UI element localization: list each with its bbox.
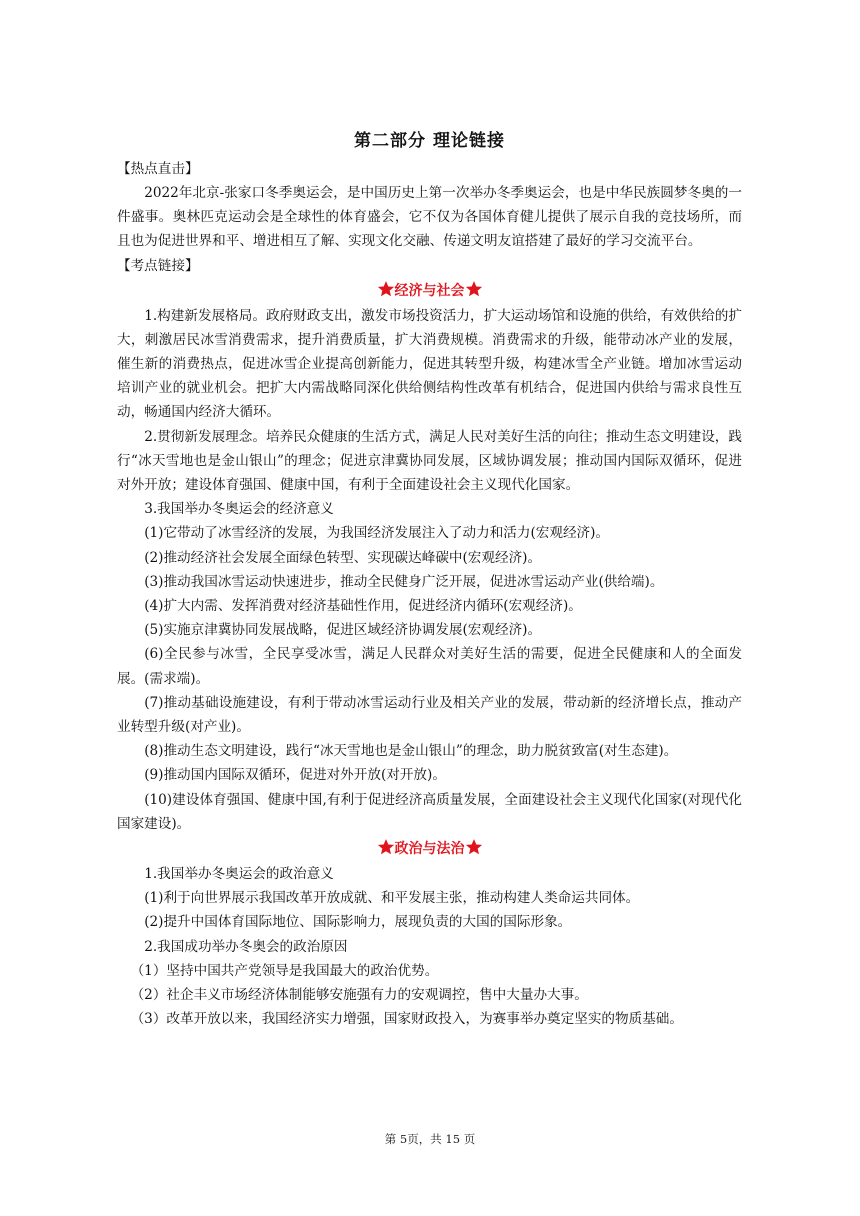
link-label: 【考点链接】	[117, 257, 199, 274]
politics-heading-1: 1.我国举办冬奥运会的政治意义	[144, 866, 334, 883]
politics-item: (1)利于向世界展示我国改革开放成就、和平发展主张，推动构建人类命运共同体。	[144, 890, 640, 907]
page-content	[117, 126, 742, 1032]
politics-item: (2)提升中国体育国际地位、国际影响力，展现负责的大国的国际形象。	[144, 914, 572, 931]
star-icon	[377, 838, 395, 856]
star-icon	[465, 838, 483, 856]
econ-paragraph-1: 1.构建新发展格局。政府财政支出，激发市场投资活力，扩大运动场馆和设施的供给，有效供给的扩大，刺激居民冰雪消费需求，提升消费质量，扩大消费规模。消费需求的升级，能带动冰产业的发展，催生新的消费热点，促进冰雪企业提高创新能力，促进其转型升级，构建冰雪全产业链。增加冰雪运动培训产业的就业机会。把扩大内需战略同深化供给侧结构性改革有机结合，促进国内供给与需求良性互动，畅通国内经济大循环。	[117, 307, 742, 421]
econ-item: (7)推动基础设施建设，有利于带动冰雪运动行业及相关产业的发展，带动新的经济增长点，推动产业转型升级(对产业)。	[117, 694, 742, 736]
econ-item: (3)推动我国冰雪运动快速进步，推动全民健身广泛开展，促进冰雪运动产业(供给端)。	[144, 573, 664, 590]
politics-reason: （1）坚持中国共产党领导是我国最大的政治优势。	[130, 962, 439, 979]
politics-heading-2: 2.我国成功举办冬奥会的政治原因	[144, 938, 348, 955]
hot-paragraph: 2022年北京-张家口冬季奥运会，是中国历史上第一次举办冬季奥运会，也是中华民族圆梦冬奥的一件盛事。奥林匹克运动会是全球性的体育盛会，它不仅为各国体育健儿提供了展示自我的竞技场所，而且也为促进世界和平、增进相互了解、实现文化交融、传递文明友谊搭建了最好的学习交流平台。	[117, 185, 742, 250]
politics-banner	[117, 836, 742, 862]
econ-item: (9)推动国内国际双循环，促进对外开放(对开放)。	[144, 767, 446, 784]
econ-item: (6)全民参与冰雪，全民享受冰雪，满足人民群众对美好生活的需要，促进全民健康和人的全面发展。(需求端)。	[117, 646, 742, 687]
econ-item: (1)它带动了冰雪经济的发展，为我国经济发展注入了动力和活力(宏观经济)。	[144, 525, 610, 542]
econ-item: (2)推动经济社会发展全面绿色转型、实现碳达峰碳中(宏观经济)。	[144, 549, 542, 566]
politics-reason: （3）改革开放以来，我国经济实力增强，国家财政投入，为赛事举办奠定坚实的物质基础。	[130, 1011, 683, 1028]
econ-banner-label: 经济与社会	[394, 282, 465, 299]
politics-banner-label: 政治与法治	[394, 841, 465, 858]
page-title: 第二部分 理论链接	[354, 131, 505, 151]
politics-reason: （2）社企丰义市场经济体制能够安施强有力的安观调控，售中大量办大事。	[130, 987, 588, 1004]
star-icon	[465, 280, 483, 298]
hot-label: 【热点直击】	[117, 161, 199, 177]
econ-paragraph-2: 2.贯彻新发展理念。培养民众健康的生活方式，满足人民对美好生活的向往；推动生态文明建设，践行“冰天雪地也是金山银山”的理念；促进京津冀协同发展，区域协调发展；推动国内国际双循环，促进对外开放；建设体育强国、健康中国，有利于全面建设社会主义现代化国家。	[117, 428, 742, 494]
econ-item: (4)扩大内需、发挥消费对经济基础性作用，促进经济内循环(宏观经济)。	[144, 598, 582, 615]
econ-item: (8)推动生态文明建设，践行“冰天雪地也是金山银山”的理念，助力脱贫致富(对生态建)。	[144, 743, 678, 760]
star-icon	[377, 280, 395, 298]
econ-banner	[117, 278, 742, 304]
econ-paragraph-3: 3.我国举办冬奥运会的经济意义	[144, 501, 334, 518]
page-footer: 第 5页，共 15 页	[384, 1132, 476, 1146]
econ-item: (10)建设体育强国、健康中国,有利于促进经济高质量发展，全面建设社会主义现代化国家(对现代化国家建设)。	[117, 791, 742, 832]
econ-item: (5)实施京津冀协同发展战略，促进区域经济协调发展(宏观经济)。	[144, 622, 542, 639]
